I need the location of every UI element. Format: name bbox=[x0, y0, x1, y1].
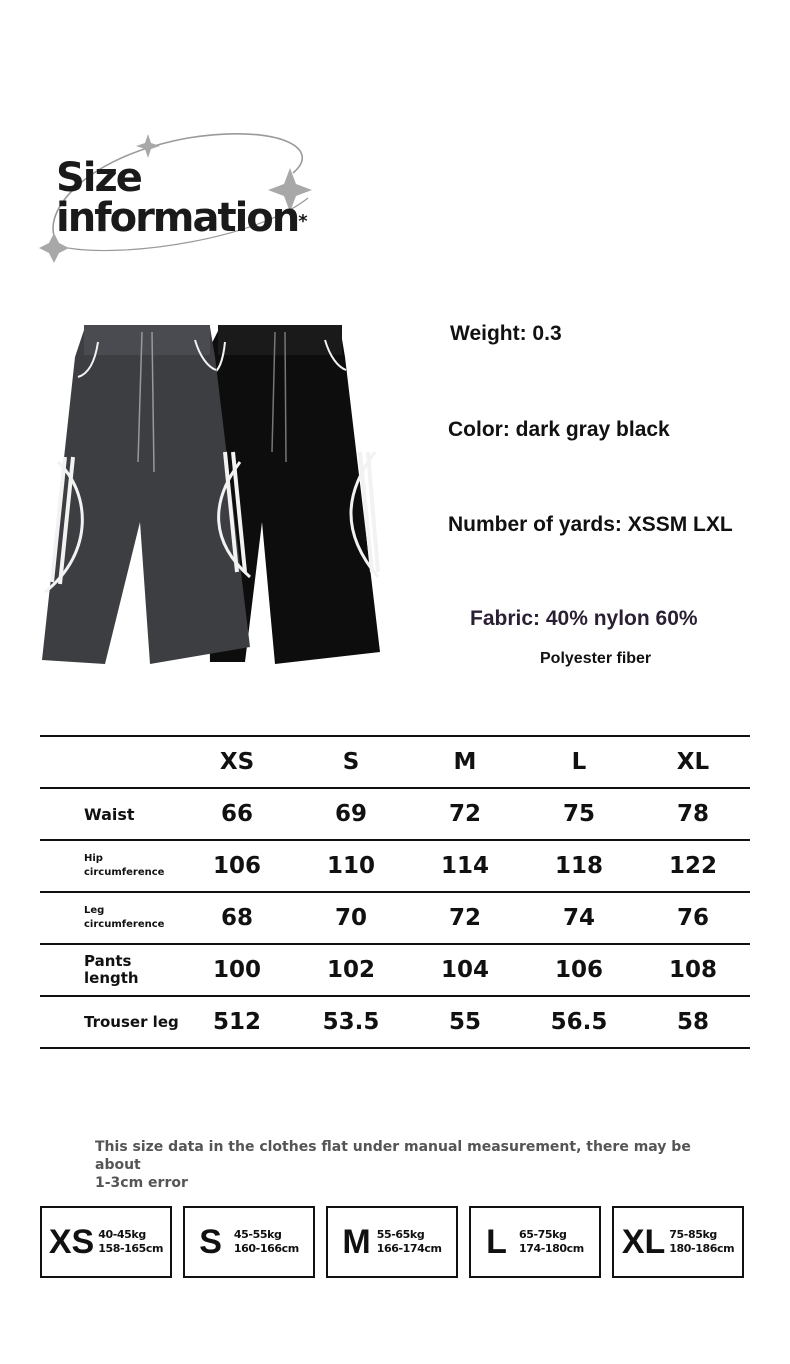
row-label-line: Hip bbox=[84, 853, 103, 864]
row-label-line: circumference bbox=[84, 867, 165, 878]
table-cell: 118 bbox=[522, 840, 636, 892]
row-label-trouser-leg: Trouser leg bbox=[40, 996, 180, 1048]
size-information-logo bbox=[38, 128, 338, 268]
table-cell: 58 bbox=[636, 996, 750, 1048]
table-cell: 55 bbox=[408, 996, 522, 1048]
row-label-leg bbox=[40, 892, 180, 944]
spec-fabric-line1: Fabric: 40% nylon 60% bbox=[470, 607, 698, 630]
row-label-line: Pants bbox=[84, 952, 132, 970]
table-cell: 72 bbox=[408, 892, 522, 944]
size-guide-weight: 75-85kg bbox=[669, 1228, 717, 1241]
logo-line-information bbox=[56, 195, 308, 241]
table-row bbox=[40, 892, 750, 944]
logo-text bbox=[56, 155, 308, 241]
note-line: 1-3cm error bbox=[95, 1175, 188, 1191]
table-row bbox=[40, 840, 750, 892]
size-guide-weight: 40-45kg bbox=[98, 1228, 146, 1241]
column-header: XS bbox=[180, 736, 294, 788]
size-guide-letter: XL bbox=[621, 1222, 666, 1261]
size-guide-letter: S bbox=[199, 1222, 222, 1261]
size-table bbox=[40, 735, 750, 1049]
note-line: This size data in the clothes flat under manual measurement, there may be about bbox=[95, 1139, 691, 1173]
spec-color: Color: dark gray black bbox=[448, 418, 670, 441]
size-guide-box-l bbox=[469, 1206, 601, 1278]
size-guide-height: 158-165cm bbox=[98, 1242, 164, 1255]
table-cell: 100 bbox=[180, 944, 294, 996]
size-guide-weight: 65-75kg bbox=[518, 1228, 567, 1241]
table-cell: 106 bbox=[180, 840, 294, 892]
table-cell: 108 bbox=[636, 944, 750, 996]
table-row bbox=[40, 996, 750, 1048]
table-cell: 78 bbox=[636, 788, 750, 840]
table-row bbox=[40, 788, 750, 840]
logo-asterisk: * bbox=[298, 211, 308, 232]
size-guide-height: 180-186cm bbox=[669, 1242, 735, 1255]
table-cell: 72 bbox=[408, 788, 522, 840]
table-cell: 70 bbox=[294, 892, 408, 944]
table-cell: 512 bbox=[180, 996, 294, 1048]
table-cell: 66 bbox=[180, 788, 294, 840]
size-guide-box-xl bbox=[612, 1206, 744, 1278]
table-cell: 122 bbox=[636, 840, 750, 892]
row-label-line: circumference bbox=[84, 919, 165, 930]
size-guide-info bbox=[519, 1228, 584, 1256]
spec-fabric-line2: Polyester fiber bbox=[540, 650, 652, 667]
table-cell: 69 bbox=[294, 788, 408, 840]
size-guide-height: 166-174cm bbox=[376, 1242, 442, 1255]
table-cell: 114 bbox=[408, 840, 522, 892]
size-guide-box-s bbox=[183, 1206, 315, 1278]
table-cell: 104 bbox=[408, 944, 522, 996]
spec-yards: Number of yards: XSSM LXL bbox=[448, 513, 733, 536]
product-image-pants bbox=[40, 322, 385, 667]
table-cell: 76 bbox=[636, 892, 750, 944]
table-cell: 68 bbox=[180, 892, 294, 944]
table-corner-cell bbox=[40, 736, 180, 788]
row-label-line: length bbox=[84, 969, 139, 987]
size-guide-info bbox=[234, 1228, 299, 1256]
table-cell: 106 bbox=[522, 944, 636, 996]
logo-line-size: Size bbox=[56, 155, 141, 201]
row-label-waist: Waist bbox=[40, 788, 180, 840]
row-label-hip bbox=[40, 840, 180, 892]
size-guide-letter: L bbox=[486, 1222, 507, 1261]
row-label-pants-length bbox=[40, 944, 180, 996]
row-label-line: Leg bbox=[84, 905, 105, 916]
size-guide-weight: 45-55kg bbox=[233, 1228, 282, 1241]
table-cell: 110 bbox=[294, 840, 408, 892]
size-guide-info bbox=[669, 1228, 734, 1256]
size-guide-info bbox=[98, 1228, 163, 1256]
size-guide-box-m bbox=[326, 1206, 458, 1278]
size-guide-info bbox=[377, 1228, 442, 1256]
logo-information-word: information bbox=[56, 195, 299, 241]
table-cell: 74 bbox=[522, 892, 636, 944]
size-guide-height: 174-180cm bbox=[518, 1242, 584, 1255]
table-cell: 102 bbox=[294, 944, 408, 996]
column-header: S bbox=[294, 736, 408, 788]
size-guide-letter: M bbox=[342, 1222, 371, 1261]
table-row bbox=[40, 944, 750, 996]
size-guide-box-xs bbox=[40, 1206, 172, 1278]
column-header: M bbox=[408, 736, 522, 788]
column-header: L bbox=[522, 736, 636, 788]
table-cell: 56.5 bbox=[522, 996, 636, 1048]
table-header-row bbox=[40, 736, 750, 788]
table-cell: 53.5 bbox=[294, 996, 408, 1048]
measurement-note bbox=[95, 1138, 715, 1192]
table-cell: 75 bbox=[522, 788, 636, 840]
size-guide-height: 160-166cm bbox=[233, 1242, 299, 1255]
size-guide-letter: XS bbox=[48, 1222, 95, 1261]
size-guide-weight: 55-65kg bbox=[376, 1228, 425, 1241]
spec-weight: Weight: 0.3 bbox=[450, 322, 562, 345]
column-header: XL bbox=[636, 736, 750, 788]
